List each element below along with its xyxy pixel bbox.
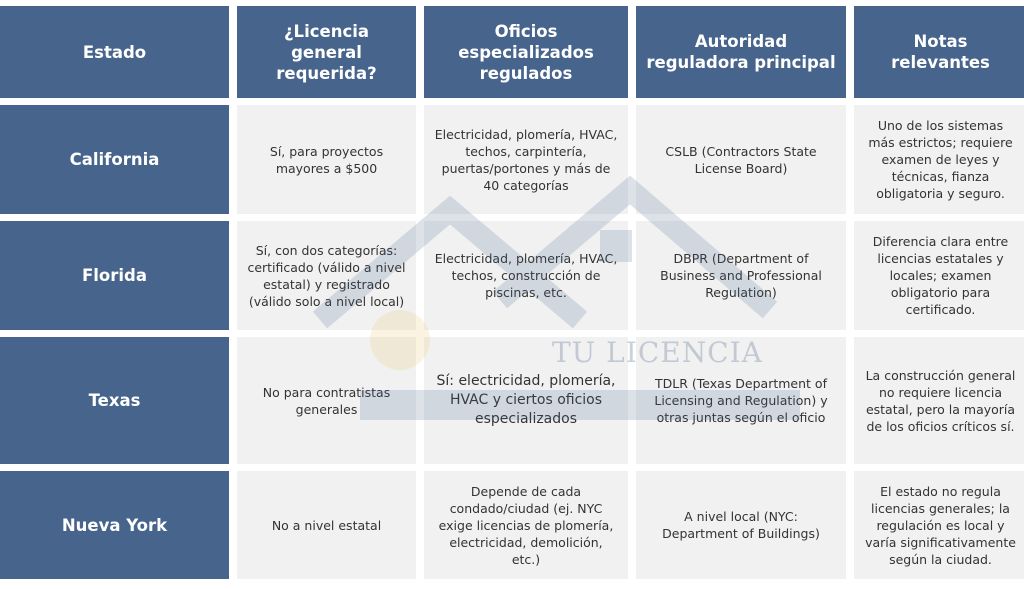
header-licencia-general: ¿Licencia general requerida? (237, 6, 416, 98)
state-california: California (0, 105, 229, 214)
trades-california: Electricidad, plomería, HVAC, techos, carpintería, puertas/portones y más de 40 categorías (424, 105, 628, 214)
notes-nueva-york: El estado no regula licencias generales; la regulación es local y varía significativamente según la ciudad. (854, 471, 1024, 579)
notes-texas: La construcción general no requiere licencia estatal, pero la mayoría de los oficios críticos sí. (854, 337, 1024, 464)
state-nueva-york: Nueva York (0, 471, 229, 579)
notes-florida: Diferencia clara entre licencias estatales y locales; examen obligatorio para certificado. (854, 221, 1024, 330)
authority-florida: DBPR (Department of Business and Professional Regulation) (636, 221, 846, 330)
trades-florida: Electricidad, plomería, HVAC, techos, construcción de piscinas, etc. (424, 221, 628, 330)
state-florida: Florida (0, 221, 229, 330)
license-nueva-york: No a nivel estatal (237, 471, 416, 579)
header-autoridad: Autoridad reguladora principal (636, 6, 846, 98)
license-california: Sí, para proyectos mayores a $500 (237, 105, 416, 214)
license-texas: No para contratistas generales (237, 337, 416, 464)
authority-texas: TDLR (Texas Department of Licensing and Regulation) y otras juntas según el oficio (636, 337, 846, 464)
watermark-text: TU LICENCIA (552, 336, 763, 369)
state-texas: Texas (0, 337, 229, 464)
license-florida: Sí, con dos categorías: certificado (válido a nivel estatal) y registrado (válido solo a nivel local) (237, 221, 416, 330)
header-estado: Estado (0, 6, 229, 98)
header-notas: Notas relevantes (854, 6, 1024, 98)
header-oficios: Oficios especializados regulados (424, 6, 628, 98)
trades-texas: Sí: electricidad, plomería, HVAC y ciertos oficios especializados (424, 337, 628, 464)
trades-nueva-york: Depende de cada condado/ciudad (ej. NYC exige licencias de plomería, electricidad, demolición, etc.) (424, 471, 628, 579)
authority-nueva-york: A nivel local (NYC: Department of Buildings) (636, 471, 846, 579)
authority-california: CSLB (Contractors State License Board) (636, 105, 846, 214)
notes-california: Uno de los sistemas más estrictos; requiere examen de leyes y técnicas, fianza obligatoria y seguro. (854, 105, 1024, 214)
comparison-table (0, 6, 1024, 579)
